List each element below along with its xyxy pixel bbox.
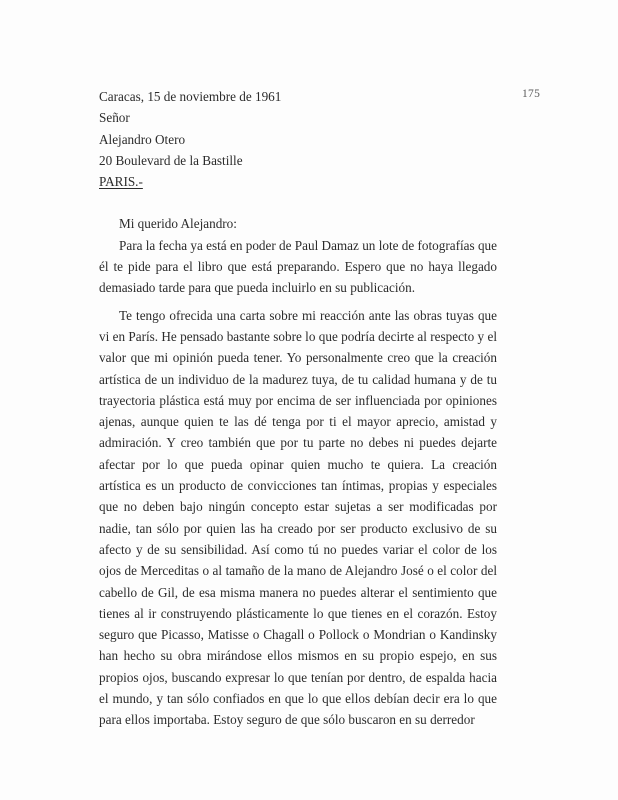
address-street: 20 Boulevard de la Bastille: [99, 152, 243, 168]
addressee-title: Señor: [99, 110, 130, 126]
addressee-name: Alejandro Otero: [99, 131, 186, 147]
paragraph-2: Te tengo ofrecida una carta sobre mi reacción ante las obras tuyas que vi en París. He pensado bastante sobre lo que podría decirte al respecto y el valor que mi opinión pueda tener. Yo personalmente creo que la creación artística de un individuo de la madurez tuya, de tu calidad humana y de tu trayectoria plástica está muy por encima de ser influenciada por opiniones ajenas, aunque quien te las dé tenga por ti el mayor aprecio, amistad y admiración. Y creo también que por tu parte no debes ni puedes dejarte afectar por lo que pueda opinar quien mucho te quiera. La creación artística es un producto de convicciones tan íntimas, propias y especiales que no deben bajo ningún concepto estar sujetas a ser modificadas por nadie, tan sólo por quien las ha creado por ser producto exclusivo de su afecto y de su sensibilidad. Así como tú no puedes variar el color de los ojos de Merceditas o al tamaño de la mano de Alejandro José o el color del cabello de Gil, de esa misma manera no puedes alterar el sentimiento que tienes al ir construyendo plásticamente lo que tienes en el corazón. Estoy seguro que Picasso, Matisse o Chagall o Pollock o Mondrian o Kandinsky han hecho su obra mirándose ellos mismos en su propio espejo, en sus propios ojos, buscando expresar lo que tenían por dentro, de espalda hacia el mundo, y tan sólo confiados en que lo que ellos debían decir era lo que para ellos importaba. Estoy seguro de que sólo buscaron en su derredor: [99, 307, 497, 728]
address-city: PARIS.-: [99, 174, 143, 190]
paragraph-1: Para la fecha ya está en poder de Paul Damaz un lote de fotografías que él te pide para el libro que está preparando. Espero que no haya llegado demasiado tarde para que pueda incluirlo en su publicación.: [99, 237, 497, 296]
date-line: Caracas, 15 de noviembre de 1961: [99, 89, 282, 104]
salutation: Mi querido Alejandro:: [119, 216, 237, 232]
page-number: 175: [522, 88, 541, 100]
letter-body: [99, 86, 497, 731]
